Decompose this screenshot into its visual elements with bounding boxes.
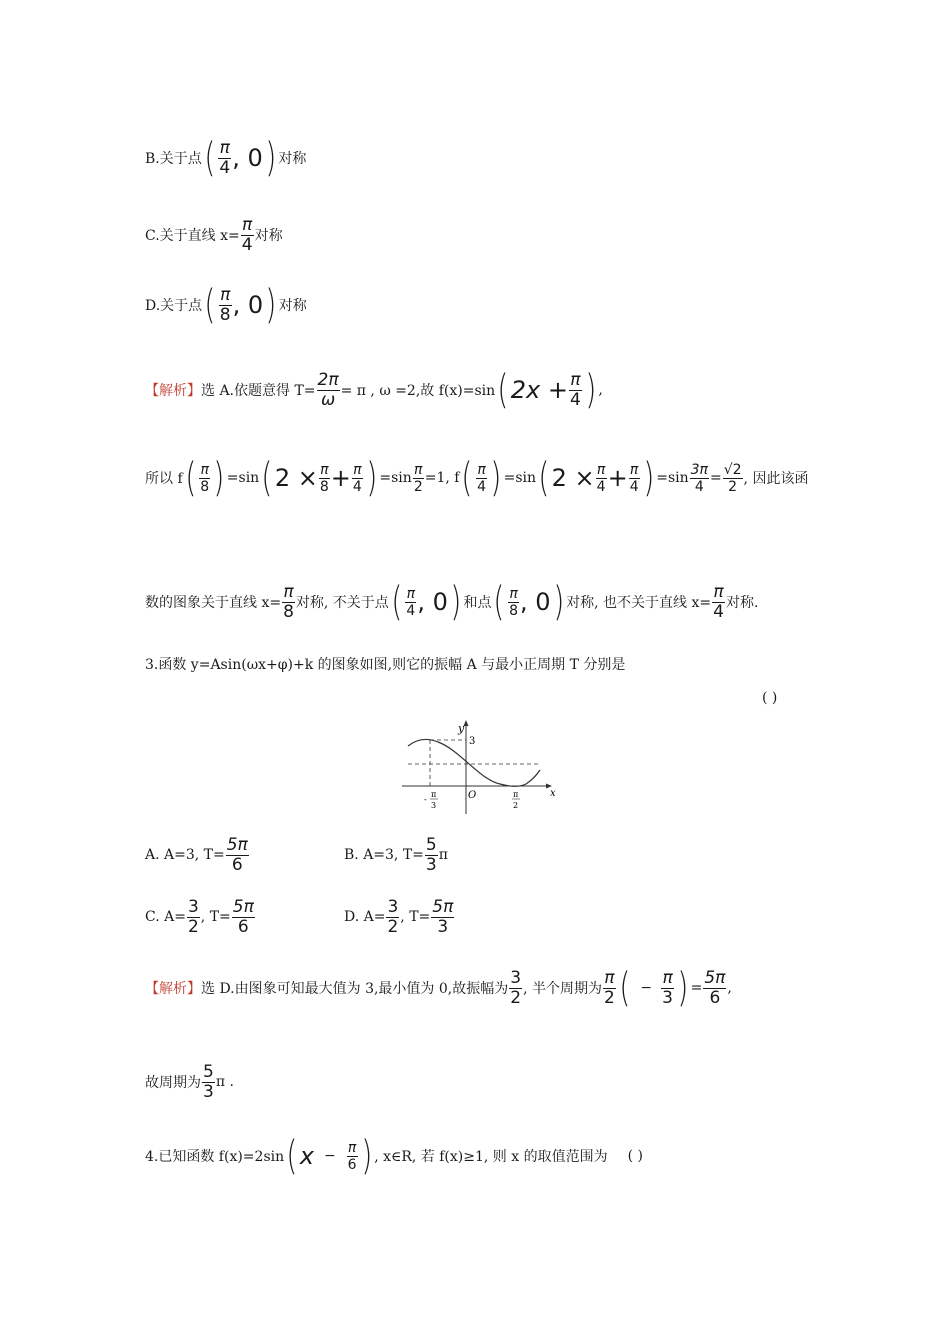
text: , x∈R, 若 f(x)≥1, 则 x 的取值范围为 [374,1149,608,1165]
fraction [509,969,522,1008]
frac-num: 5π [226,834,248,855]
paren-right: ) [585,367,597,413]
analysis-tag: 【解析】 [145,981,201,997]
paren-left: ( [461,455,473,501]
option-d [145,275,307,335]
answer-blank: ( ) [762,690,778,706]
frac-den: 2 [187,916,199,937]
function-graph [400,718,560,818]
frac-num: π [347,1139,357,1156]
frac-den: 4 [694,478,704,495]
paren-left: ( [261,455,273,501]
text: =sin [379,470,412,486]
text: 所以 f [145,471,183,487]
option-d-prefix: D.关于点 [145,298,203,314]
text: =sin [503,470,537,486]
paren-left: ( [204,282,216,328]
frac-num: π [353,461,362,478]
fraction [431,898,454,937]
frac-num: π [242,214,253,235]
paren-right: ) [366,455,378,501]
text: 选 A.依题意得 T= [201,383,316,399]
text: = [690,980,703,996]
text: = [709,470,722,486]
fraction [241,216,254,255]
frac-num: π [629,461,639,478]
frac-den: 8 [219,304,231,325]
fraction [218,139,231,178]
frac-num: π [320,461,329,478]
fraction [219,286,232,325]
frac-num: 2π [317,369,339,390]
left-tick-num: π [431,790,437,799]
fraction [352,462,363,495]
paren-right: ) [265,282,277,328]
right-tick-den: 2 [513,801,519,810]
point-tail: , 0 [232,291,264,319]
frac-den: 4 [629,478,639,495]
fraction [603,969,616,1008]
text: − [323,1148,336,1164]
math-expr: x [299,1142,314,1170]
option-c-prefix: C.关于直线 x= [145,228,240,244]
fraction [319,462,330,495]
text: =sin [226,470,260,486]
fraction [476,462,487,495]
frac-num: √2 [723,461,742,478]
fraction [187,898,200,937]
frac-num: π [406,585,416,602]
text: , T= [200,909,231,925]
point-tail: , 0 [232,144,263,172]
frac-den: 2 [603,987,615,1008]
paren-left: ( [493,579,505,625]
solution-2-line-2 [145,1052,234,1112]
fraction [202,1063,215,1102]
frac-den: 8 [283,601,294,622]
text: π . [215,1074,234,1090]
fraction [703,969,726,1008]
paren-left: ( [391,579,403,625]
math-expr: 2x + [510,376,568,404]
option-3d [344,892,455,942]
text: B. A=3, T= [344,847,424,863]
fraction [226,836,249,875]
paren-left: ( [619,965,631,1011]
paren-left: ( [538,455,550,501]
question-4 [145,1126,643,1186]
text: 和点 [463,595,492,611]
paren-right: ) [552,579,564,625]
fraction [690,462,709,495]
fraction [712,583,725,622]
text: π [438,847,448,863]
frac-num: 5π [704,967,726,988]
text: , [727,980,732,996]
option-d-suffix: 对称 [278,298,307,314]
frac-num: π [604,967,615,988]
fraction [386,898,399,937]
solution-1-line-1 [145,360,603,420]
text: 数的图象关于直线 x= [145,595,282,611]
text: =sin [656,470,689,486]
text: , 因此该函 [743,471,809,487]
option-3b [344,830,448,880]
fraction [199,462,210,495]
option-3a [145,830,250,880]
frac-den: 8 [509,602,519,619]
frac-den: 4 [352,478,362,495]
math-expr: 2 × [551,464,595,492]
text: 选 D.由图象可知最大值为 3,最小值为 0,故振幅为 [201,981,509,997]
fraction [508,586,519,619]
point-tail: , 0 [417,588,448,616]
option-c-suffix: 对称 [254,228,283,244]
frac-den: 3 [437,916,449,937]
frac-den: 2 [387,916,399,937]
text: C. A= [145,909,186,925]
fraction [569,371,582,410]
frac-den: 4 [596,478,606,495]
paren-left: ( [184,455,196,501]
option-c [145,205,283,265]
text: , [598,382,603,398]
frac-den: 6 [347,1156,357,1173]
math-expr: + [330,464,351,492]
paren-right: ) [450,579,462,625]
paren-left: ( [204,135,216,181]
frac-num: π [283,581,294,602]
paren-right: ) [360,1133,372,1179]
text: =1, f [424,470,460,486]
frac-den: 2 [413,478,423,495]
option-b-prefix: B.关于点 [145,151,202,167]
solution-1-line-3 [145,572,758,632]
paren-left: ( [286,1133,298,1179]
math-expr: 2 × [274,464,318,492]
frac-den: 6 [237,916,249,937]
fraction [425,836,438,875]
fraction [596,462,607,495]
text: 4.已知函数 f(x)=2sin [145,1149,285,1165]
right-tick-num: π [513,790,519,799]
frac-den: 4 [477,478,486,495]
paren-left: ( [497,367,509,413]
fraction [413,462,424,495]
frac-num: π [477,461,486,478]
text: = π , ω =2,故 f(x)=sin [340,383,496,399]
x-label: x [550,788,556,799]
frac-num: π [219,137,230,158]
frac-num: π [200,461,209,478]
frac-den: 2 [510,987,522,1008]
text: 对称, 不关于点 [295,595,389,611]
fraction [347,1140,358,1173]
fraction [723,462,743,495]
fraction [232,898,255,937]
left-tick-den: 3 [431,801,437,810]
frac-den: 4 [406,602,416,619]
fraction [629,462,640,495]
left-tick-sign: - [424,795,427,804]
frac-num: 5 [425,834,437,855]
text: D. A= [344,909,386,925]
frac-den: 3 [662,987,673,1008]
frac-den: 8 [200,478,210,495]
frac-den: 3 [425,854,437,875]
text: 故周期为 [145,1075,201,1091]
fraction [317,371,340,410]
option-b [145,128,306,188]
y-tick: 3 [469,736,476,747]
text: A. A=3, T= [145,847,225,863]
frac-num: π [662,967,673,988]
paren-right: ) [213,455,225,501]
math-expr: + [607,464,628,492]
frac-den: 6 [231,854,243,875]
analysis-tag: 【解析】 [145,383,201,399]
frac-den: 4 [569,389,581,410]
fraction [282,583,295,622]
paren-right: ) [265,135,276,181]
paren-right: ) [490,455,502,501]
origin-label: O [468,790,477,801]
frac-den: 8 [319,478,329,495]
frac-den: 4 [241,234,253,255]
frac-num: 3 [387,896,399,917]
frac-num: 3 [187,896,199,917]
question-3-text: 3.函数 y=Asin(ωx+φ)+k 的图象如图,则它的振幅 A 与最小正周期 T 分别是 [145,657,626,673]
frac-num: 3π [690,461,708,478]
frac-num: π [570,369,581,390]
text: , 半个周期为 [523,981,602,997]
paren-right: ) [642,455,654,501]
frac-den: ω [320,389,336,410]
frac-den: 3 [203,1081,214,1102]
question-3 [145,634,625,694]
paren-right: ) [677,965,689,1011]
text: 对称. [725,595,759,611]
frac-num: π [220,284,231,305]
frac-den: 6 [709,987,721,1008]
text: , T= [400,909,431,925]
frac-num: 5π [432,896,454,917]
frac-den: 4 [219,157,231,178]
solution-2-line-1 [145,958,732,1018]
frac-num: π [596,461,606,478]
frac-den: 4 [713,601,724,622]
frac-num: π [713,581,724,602]
y-axis-arrow [464,720,469,726]
frac-den: 2 [728,478,738,495]
fraction [405,586,416,619]
y-label: y [458,722,465,735]
answer-blank: ( ) [627,1148,643,1164]
text: 对称, 也不关于直线 x= [566,595,712,611]
frac-num: π [414,461,423,478]
option-3c [145,892,256,942]
point-tail: , 0 [520,588,551,616]
frac-num: 3 [510,967,522,988]
solution-1-line-2 [145,448,808,508]
fraction [661,969,674,1008]
frac-num: 5 [203,1061,214,1082]
option-b-suffix: 对称 [278,151,307,167]
text: − [640,980,653,996]
frac-num: π [509,585,518,602]
frac-num: 5π [232,896,254,917]
